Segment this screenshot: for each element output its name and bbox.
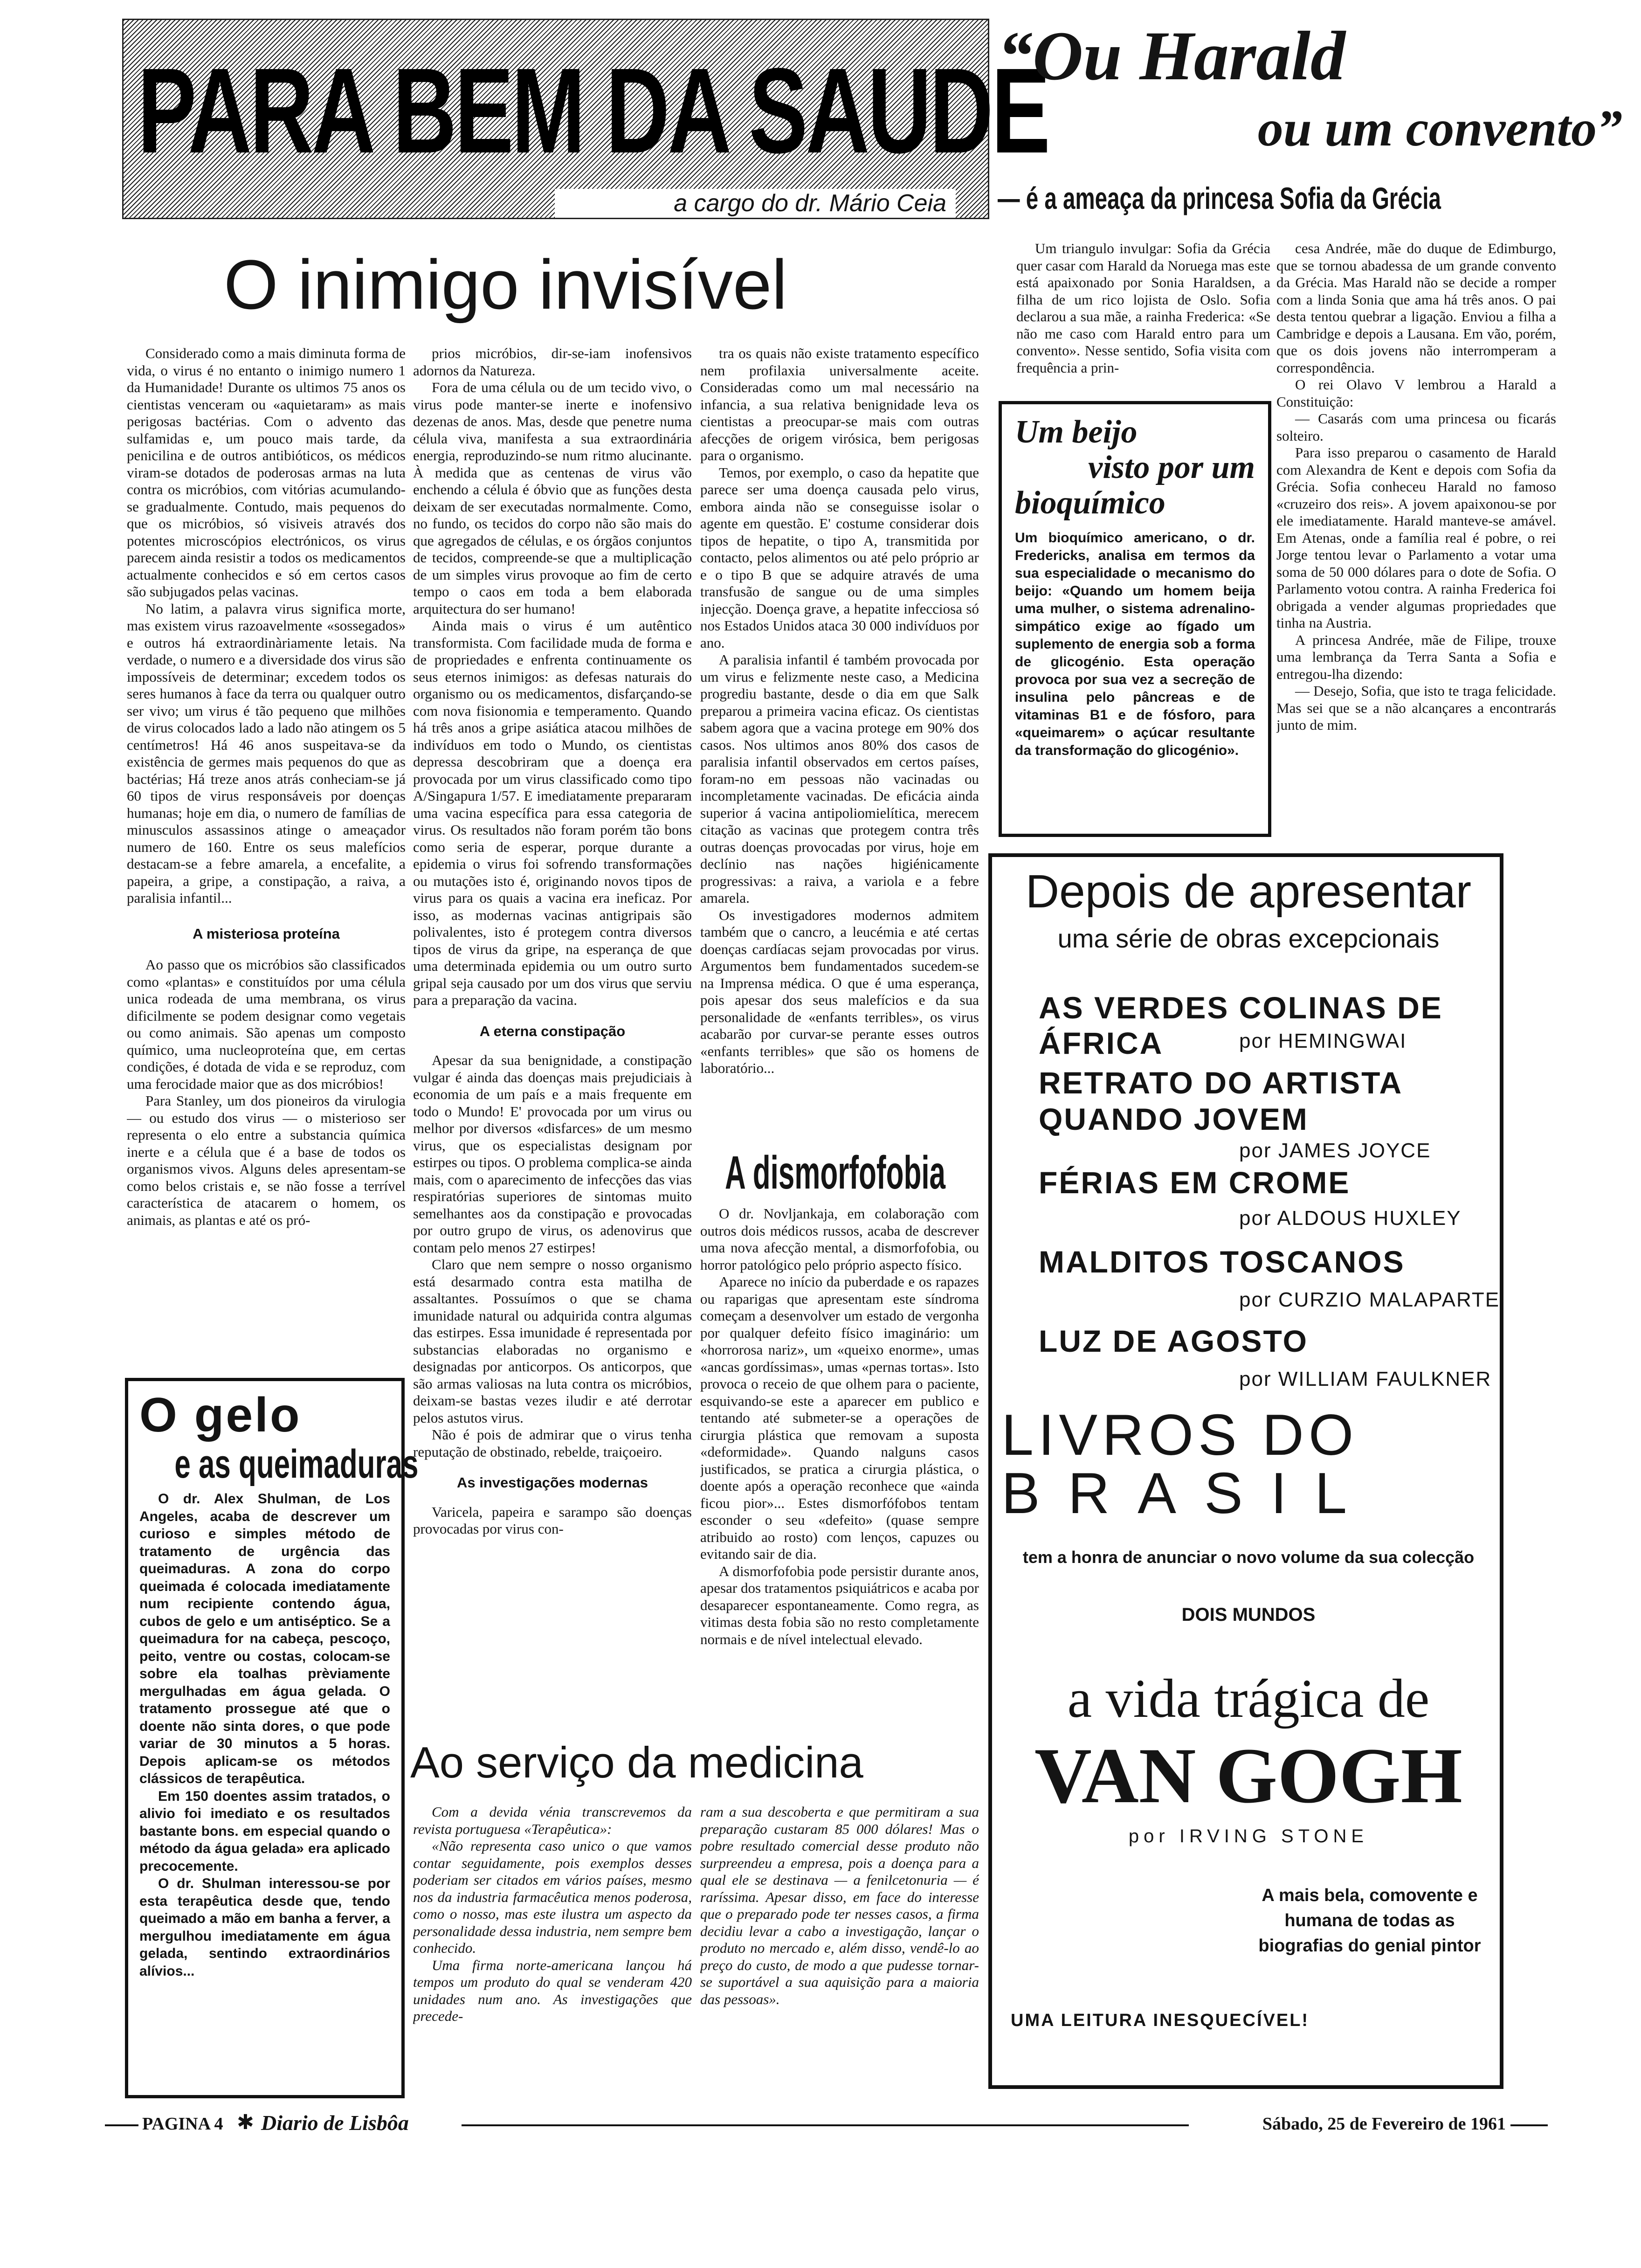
masthead-byline: a cargo do dr. Mário Ceia	[555, 189, 956, 218]
masthead-title: PARA BEM DA SAUDE	[138, 43, 1048, 179]
beijo-title-2: visto por um	[1088, 449, 1255, 485]
medicina-text-3: Uma firma norte-americana lançou há tempos um produto do qual se venderam 420 unidades num ano. As investigações que precede-	[413, 1957, 692, 2024]
book-author-2: por JAMES JOYCE	[1239, 1139, 1431, 1162]
inimigo-text-10: Não é pois de admirar que o virus tenha reputação de obstinado, rebelde, traiçoeiro.	[413, 1426, 692, 1460]
beijo-box	[999, 401, 1271, 837]
medicina-column-2	[700, 1804, 979, 2102]
harald-text-5: Para isso preparou o casamento de Harald com Alexandra de Kent e depois com Sofia da Grécia. Sofia conheceu Harald no famoso «cruzeiro dos reis». A jovem apaixonou-se por ele imediatamente. Harald manteve-se amável. Em Atenas, onde a família real é pobre, o rei Jorge tentou levar o Parlamento a votar uma soma de 50 000 dólares para o dote de Sofia. O Parlamento votou contra. A rainha Frederica foi obrigada a vender algumas propriedades que tinha na Austria.	[1276, 444, 1556, 631]
footer-rule-right	[1510, 2124, 1548, 2126]
inimigo-column-1	[127, 345, 406, 1366]
harald-text-6: A princesa Andrée, mãe de Filipe, trouxe uma lembrança da Terra Santa a Sofia e entregou-lha dizendo:	[1276, 631, 1556, 682]
dismorfofobia-text-3: A dismorfofobia pode persistir durante anos, apesar dos tratamentos psiquiátricos e acaba por desaparecer espontaneamente. Como regra, as vitimas desta fobia são no resto completamente normais e de nível intelectual elevado.	[700, 1563, 979, 1647]
medicina-title: Ao serviço da medicina	[410, 1738, 863, 1787]
harald-text-2: cesa Andrée, mãe do duque de Edimburgo, que se tornou abadessa de um grande convento da Grécia. Mas Harald não se decide a romper com a linda Sonia que ama há três anos. O pai desta tentou quebrar a ligação. Enviou a filha a Cambridge e depois a Lausana. Em vão, porém, que os dois jovens não interromperam a correspondência.	[1276, 240, 1556, 376]
book-title-5: LUZ DE AGOSTO	[1039, 1324, 1309, 1358]
inimigo-subhead-3: As investigações modernas	[456, 1474, 648, 1491]
harald-headline-2: ou um convento”	[1257, 100, 1622, 157]
inimigo-text-8: Apesar da sua benignidade, a constipação vulgar é ainda das doenças mais prejudiciais à economia de um país e a mais frequente em todo o Mundo! E' provocada por um virus ou melhor por diversos «disfarces» de um mesmo virus, que os especialistas designam por estirpes ou tipos. O problema complica-se ainda mais, com o aparecimento de infecções das vias respiratórias superiores de sintomas muito semelhantes aos da constipação e provocadas por outro grupo de virus, os adenovirus que contam pelo menos 27 estirpes!	[413, 1052, 692, 1256]
van-gogh-title-2: VAN GOGH	[1034, 1732, 1462, 1819]
publisher-name-1: LIVROS DO	[1001, 1403, 1358, 1467]
footer-rule-left	[105, 2124, 138, 2126]
footer-date: Sábado, 25 de Fevereiro de 1961	[1262, 2114, 1506, 2134]
medicina-text-1: Com a devida vénia transcrevemos da revista portuguesa «Terapêutica»:	[413, 1804, 692, 1837]
medicina-text-2: «Não representa caso unico o que vamos contar seguidamente, pois exemplos desses poderiam ser citados em vários países, mesmo nos da industria farmacêutica menos poderosa, como o nosso, mas este ilustra um aspecto da personalidade dessa industria, nem sempre bem conhecido.	[413, 1838, 692, 1956]
inimigo-text-1: Considerado como a mais diminuta forma de vida, o virus é no entanto o inimigo numero 1 da Humanidade! Durante os ultimos 75 anos os cientistas venceram ou «aquietaram» as mais perigosas bactérias. Com o advento das sulfamidas e, um pouco mais tarde, da penicilina e de outros antibióticos, os médicos viram-se dotados de poderosas armas na luta contra os micróbios, com vitórias acumulando-se gradualmente. Contudo, mais pequenos do que os micróbios, só visiveis através dos potentes microscópios electrónicos, os virus parecem ainda resistir a todos os medicamentos actualmente conhecidos e só em certos casos são subjugados pelas vacinas.	[127, 345, 406, 600]
gelo-text-2: Em 150 doentes assim tratados, o alivio foi imediato e os resultados bastante bons. em especial quando o método da água gelada» era aplicado precocemente.	[139, 1788, 390, 1874]
beijo-title-3: bioquímico	[1015, 485, 1165, 521]
book-title-2: RETRATO DO ARTISTA QUANDO JOVEM	[1039, 1065, 1402, 1136]
van-gogh-title-1: a vida trágica de	[1067, 1668, 1430, 1729]
van-gogh-author: por IRVING STONE	[1128, 1826, 1369, 1846]
inimigo-text-12: tra os quais não existe tratamento específico nem profilaxia universalmente aceite. Consideradas como um mal necessário na infancia, a sua relativa benignidade leva os cientistas a preocupar-se mais com outras afecções de origem virósica, bem perigosas para o organismo.	[700, 345, 979, 463]
inimigo-text-3: Ao passo que os micróbios são classificados como «plantas» e constituídos por uma célula unica rodeada de uma membrana, os virus dificilmente se podem designar como vegetais ou como animais. São apenas um composto químico, uma nucleoproteína que, em certas condições, é dotada de vida e se reproduz, com uma ferocidade maior que as dos micróbios!	[127, 956, 406, 1092]
harald-text-3: O rei Olavo V lembrou a Harald a Constituição:	[1276, 376, 1556, 410]
medicina-column-1	[413, 1804, 692, 2102]
book-author-3: por ALDOUS HUXLEY	[1239, 1207, 1462, 1230]
inimigo-text-5: prios micróbios, dir-se-iam inofensivos adornos da Natureza.	[413, 345, 692, 379]
dismorfofobia-column	[700, 1205, 979, 1728]
inimigo-text-15: Os investigadores modernos admitem também que o cancro, a leucémia e até certas doenças cardíacas sejam provocadas por virus. Argumentos bem fundamentados sucedem-se na Imprensa médica. O que é uma esperança, pois apesar dos seus malefícios e da sua personalidade de «enfants terribles», os virus acabarão por curvar-se perante esses outros «enfants terribles» que são os homens de laboratório...	[700, 906, 979, 1076]
inimigo-subhead-2: A eterna constipação	[479, 1023, 626, 1039]
footer-rule-center	[462, 2124, 1189, 2126]
ad-announce: tem a honra de anunciar o novo volume da sua colecção	[1022, 1548, 1475, 1567]
ad-subheading: uma série de obras excepcionais	[1057, 924, 1440, 953]
gelo-text-1: O dr. Alex Shulman, de Los Angeles, acaba de descrever um curioso e simples método de tratamento de urgência das queimaduras. A zona do corpo queimada é colocada imediatamente num recipiente contendo água, cubos de gelo e um antiséptico. Se a queimadura for na cabeça, pescoço, peito, ventre ou costas, colocam-se sobre ela toalhas prèviamente mergulhadas em água gelada. O tratamento prossegue até que o doente não sinta dores, o que pode variar de 30 minutos a 5 horas. Depois aplicam-se os métodos clássicos de terapêutica.	[139, 1491, 390, 1786]
inimigo-text-4: Para Stanley, um dos pioneiros da virulogia — ou estudo dos virus — o misterioso ser representa o elo entre a substancia química inerte e a célula que é a base de todos os organismos vivos. Alguns deles apresentam-se como belos cristais e, se não fosse a terrível característica de atacarem o homem, os animais, as plantas e até os pró-	[127, 1093, 406, 1228]
gelo-box	[125, 1378, 419, 2098]
dismorfofobia-text-1: O dr. Novljankaja, em colaboração com outros dois médicos russos, acaba de descrever uma nova afecção mental, a dismorfofobia, ou horror patológico pelo próprio aspecto físico.	[700, 1205, 979, 1273]
book-title-3: FÉRIAS EM CROME	[1039, 1165, 1351, 1200]
footer-paper-name: Diario de Lisbôa	[261, 2111, 409, 2135]
inimigo-column-2	[413, 345, 692, 1627]
harald-subtitle: — é a ameaça da princesa Sofia da Grécia	[998, 181, 1441, 215]
dismorfofobia-title: A dismorfofobia	[725, 1147, 946, 1199]
beijo-body: Um bioquímico americano, o dr. Fredericks, analisa em termos da sua especialidade o mecanismo do beijo: «Quando um homem beija uma mulher, o sistema adrenalino-simpático exige ao fígado um suplemento de energia sob a forma de glicogénio. Esta operação provoca por sua vez a secreção de insulina pelo pâncreas e de vitaminas B1 e de fósforo, para «queimarem» o açúcar resultante da transformação do glicogénio».	[1015, 530, 1255, 758]
footer-page-number: PAGINA 4	[142, 2114, 223, 2134]
publisher-name-2: BRASIL	[1001, 1461, 1375, 1526]
ad-blurb: A mais bela, comovente e humana de todas as biografias do genial pintor	[1258, 1886, 1481, 1956]
gelo-title-1: O gelo	[139, 1388, 302, 1442]
gelo-text-3: O dr. Shulman interessou-se por esta terapêutica desde que, tendo queimado a mão em banha a ferver, a mergulhou imediatamente em água gelada, sentindo extraordinários alívios...	[139, 1876, 390, 1979]
harald-column-1	[1016, 240, 1270, 387]
inimigo-text-11: Varicela, papeira e sarampo são doenças provocadas por virus con-	[413, 1503, 692, 1537]
ad-collection: DOIS MUNDOS	[1181, 1604, 1316, 1625]
inimigo-text-13: Temos, por exemplo, o caso da hepatite que parece ser uma doença causada pelo virus, embora ainda não se conseguisse isolar o agente em questão. E' costume considerar dois tipos de hepatite, o tipo A, transmitida por contacto, pelos alimentos ou até pelo próprio ar e o tipo B que se adquire através de uma transfusão de sangue ou de uma simples injecção. Doença grave, a hepatite infecciosa só nos Estados Unidos ataca 30 000 indivíduos por ano.	[700, 464, 979, 651]
harald-text-1: Um triangulo invulgar: Sofia da Grécia quer casar com Harald da Noruega mas este está apaixonado por Sonia Haraldsen, a filha de um rico lojista de Oslo. Sofia declarou a sua mãe, a rainha Frederica: «Se não me caso com Harald entro para um convento». Nesse sentido, Sofia visita com frequência a prin-	[1016, 240, 1270, 376]
harald-headline-1: “Ou Harald	[998, 17, 1345, 95]
harald-text-4: — Casarás com uma princesa ou ficarás solteiro.	[1276, 410, 1556, 444]
inimigo-title: O inimigo invisível	[224, 245, 787, 324]
book-author-4: por CURZIO MALAPARTE	[1239, 1288, 1500, 1311]
book-author-1: por HEMINGWAI	[1239, 1030, 1407, 1052]
beijo-title-1: Um beijo	[1015, 414, 1138, 450]
ad-heading: Depois de apresentar	[1025, 865, 1472, 918]
inimigo-text-6: Fora de uma célula ou de um tecido vivo, o virus pode manter-se inerte e inofensivo dezenas de anos. Mas, desde que penetre numa célula viva, manifesta a sua extraordinária energia, reproduzindo-se num ritmo alucinante. À medida que as centenas de virus vão enchendo a célula é óbvio que as funções desta deixam de ser executadas normalmente. Como, no fundo, os tecidos do corpo não são mais do que agregados de células, e os órgãos conjuntos de tecidos, compreende-se que a multiplicação de um simples virus provoque ao fim de certo tempo o caos em toda a bem elaborada arquitectura do ser humano!	[413, 379, 692, 617]
footer-star-icon: ✱	[237, 2111, 254, 2134]
medicina-text-4: ram a sua descoberta e que permitiram a sua preparação custaram 85 000 dólares! Mas o pobre resultado comercial desse produto não surpreendeu a empresa, pois a doença para a qual ele se destinava — a fenilcetonuria — é raríssima. Apesar disso, em face do interesse que o preparado pode ter nesses casos, a firma decidiu levar a cabo a investigação, lançar o produto no mercado e, além disso, vendê-lo ao preço do custo, de modo a que pudesse tornar-se suportável a sua aquisição para a maioria das pessoas».	[700, 1804, 979, 2007]
inimigo-text-2: No latim, a palavra virus significa morte, mas existem virus razoavelmente «sossegados» e outros há extraordinàriamente letais. Na verdade, o numero e a diversidade dos virus são impossíveis de determinar; excedem todos os seres humanos à face da terra ou qualquer outro ser vivo; um virus é tão pequeno que milhões de virus colocados lado a lado não atingem os 5 centímetros! Há 46 anos suspeitava-se da existência de germes mais pequenos do que as bactérias; Há treze anos atrás conheciam-se já 60 tipos de virus responsáveis por doenças humanas; hoje em dia, o numero de famílias de minusculos assassinos atinge o ameaçador numero de 160. Entre os seus malefícios destacam-se a febre amarela, a encefalite, a papeira, a gripe, a constipação, a raiva, a paralisia infantil...	[127, 600, 406, 906]
book-author-5: por WILLIAM FAULKNER	[1239, 1368, 1492, 1390]
gelo-title-2: e as queimaduras	[174, 1442, 419, 1487]
inimigo-subhead-1: A misteriosa proteína	[193, 925, 340, 942]
inimigo-text-7: Ainda mais o virus é um autêntico transformista. Com facilidade muda de forma e de propriedades e enfrenta continuamente os seus eternos inimigos: as defesas naturais do organismo ou os medicamentos, disfarçando-se com nova fisionomia e temperamento. Quando há três anos a gripe asiática atacou milhões de indivíduos em todo o Mundo, os cientistas depressa descobriram que a doença era provocada por um virus classificado como tipo A/Singapura 1/57. E imediatamente prepararam uma vacina específica para essa categoria de virus. Os resultados não foram porém tão bons como seria de esperar, porque durante a epidemia o virus foi sofrendo transformações ou mutações isto é, originando novos tipos de virus para os quais a vacina era ineficaz. Por isso, as modernas vacinas antigripais são polivalentes, isto é protegem contra diversos tipos de virus da gripe, na esperança de que uma determinada epidemia ou um outro surto gripal seja causado por um dos virus que serviu para a preparação da vacina.	[413, 617, 692, 1008]
book-title-1: AS VERDES COLINAS DE ÁFRICA	[1039, 990, 1443, 1060]
inimigo-text-14: A paralisia infantil é também provocada por um virus e felizmente neste caso, a Medicina progrediu bastante, desde o dia em que Salk preparou a primeira vacina eficaz. Os cientistas sabem agora que a vacina protege em 90% dos casos. Nos ultimos anos 80% dos casos de paralisia infantil observados em certos países, foram-no em pessoas não vacinadas ou incompletamente vacinadas. De eficácia ainda superior á vacina antipoliomielítica, merecem citação as vacinas que protegem contra três outras doenças provocadas por virus, hoje em declínio nas nações higiénicamente progressivas: a raiva, a variola e a febre amarela.	[700, 651, 979, 906]
book-advert	[988, 853, 1503, 2089]
inimigo-column-3	[700, 345, 979, 1147]
dismorfofobia-text-2: Aparece no início da puberdade e os rapazes ou raparigas que apresentam este síndroma começam a desenvolver um estado de vergonha por qualquer defeito físico imaginário: um «horrorosa nariz», um «queixo enorme», umas «ancas gordíssimas», umas «pernas tortas». Isto provoca o receio de que olhem para o paciente, esquivando-se este a aparecer em publico e tentando até submeter-se a operações de cirurgia plástica que removam a suposta «deformidade». Quando nalguns casos justificados, se pratica a cirurgia plástica, o doente após a operação reconhece que «ainda ficou pior»... Estes dismorfófobos tentam esconder o seu «defeito» (quase sempre atribuido ao rosto) com lenços, capuzes ou evitando sair de dia.	[700, 1273, 979, 1562]
inimigo-text-9: Claro que nem sempre o nosso organismo está desarmado contra esta matilha de assaltantes. Possuímos o que se chama imunidade natural ou adquirida contra algumas das estirpes. Essa imunidade é representada por substancias elaboradas no organismo e designadas por anticorpos. Os anticorpos, que são armas valiosas na luta contra os micróbios, deixam-se bastas vezes iludir e até derrotar pelos astutos virus.	[413, 1256, 692, 1426]
harald-text-7: — Desejo, Sofia, que isto te traga felicidade. Mas sei que se a não alcançares a encontrarás junto de mim.	[1276, 683, 1556, 733]
ad-tagline: UMA LEITURA INESQUECÍVEL!	[1011, 2011, 1310, 2030]
book-title-4: MALDITOS TOSCANOS	[1039, 1245, 1405, 1279]
